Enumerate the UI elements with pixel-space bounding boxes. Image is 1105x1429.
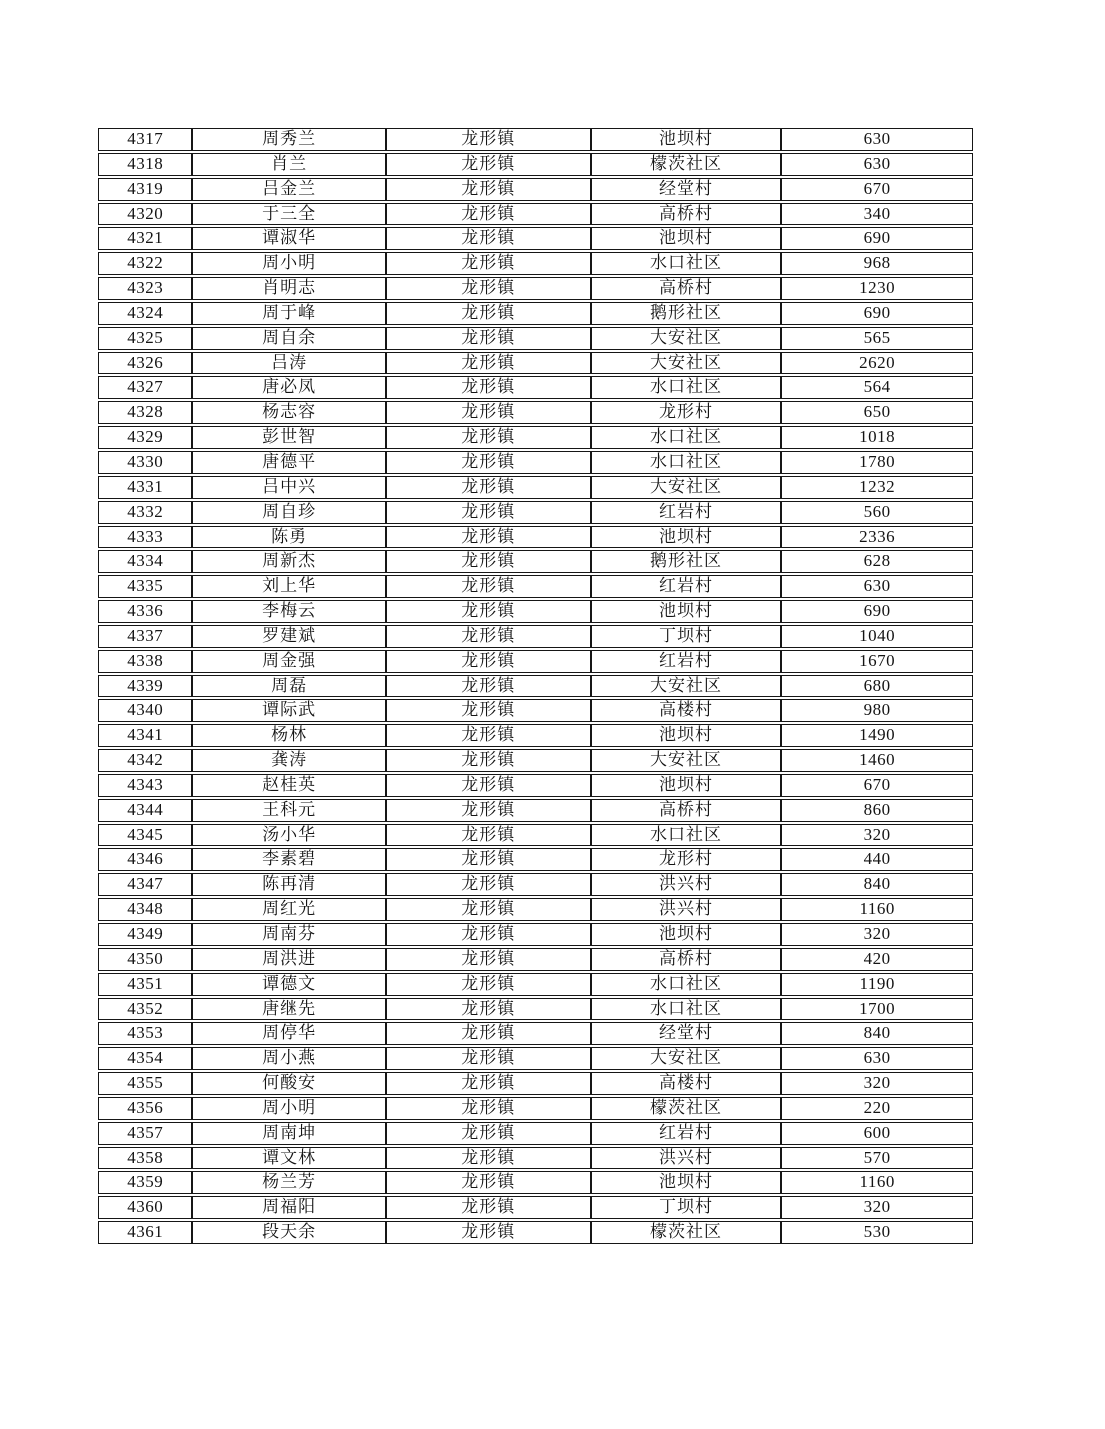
cell-village: 丁坝村 xyxy=(591,1196,782,1219)
cell-serial-number: 4340 xyxy=(98,699,192,722)
table-row xyxy=(98,675,973,698)
cell-serial-number: 4357 xyxy=(98,1122,192,1145)
table-row xyxy=(98,203,973,226)
table-row xyxy=(98,476,973,499)
cell-person-name: 杨志容 xyxy=(192,401,385,424)
cell-serial-number: 4349 xyxy=(98,923,192,946)
cell-person-name: 吕金兰 xyxy=(192,178,385,201)
cell-town: 龙形镇 xyxy=(386,824,591,847)
cell-town: 龙形镇 xyxy=(386,699,591,722)
cell-serial-number: 4346 xyxy=(98,848,192,871)
cell-village: 大安社区 xyxy=(591,749,782,772)
cell-town: 龙形镇 xyxy=(386,1196,591,1219)
table-row xyxy=(98,799,973,822)
cell-village: 檬茨社区 xyxy=(591,1097,782,1120)
table-row xyxy=(98,1147,973,1170)
cell-person-name: 肖明志 xyxy=(192,277,385,300)
cell-person-name: 周自余 xyxy=(192,327,385,350)
cell-amount: 630 xyxy=(781,1047,973,1070)
cell-serial-number: 4333 xyxy=(98,526,192,549)
cell-amount: 570 xyxy=(781,1147,973,1170)
cell-person-name: 周秀兰 xyxy=(192,128,385,151)
table-row xyxy=(98,1221,973,1244)
cell-serial-number: 4360 xyxy=(98,1196,192,1219)
table-row xyxy=(98,1171,973,1194)
cell-village: 鹅形社区 xyxy=(591,302,782,325)
cell-person-name: 周小明 xyxy=(192,1097,385,1120)
cell-person-name: 杨兰芳 xyxy=(192,1171,385,1194)
cell-village: 池坝村 xyxy=(591,526,782,549)
table-row xyxy=(98,1047,973,1070)
cell-village: 红岩村 xyxy=(591,501,782,524)
cell-serial-number: 4331 xyxy=(98,476,192,499)
cell-town: 龙形镇 xyxy=(386,724,591,747)
cell-town: 龙形镇 xyxy=(386,401,591,424)
cell-amount: 840 xyxy=(781,1022,973,1045)
cell-serial-number: 4323 xyxy=(98,277,192,300)
cell-serial-number: 4320 xyxy=(98,203,192,226)
cell-amount: 690 xyxy=(781,600,973,623)
cell-amount: 320 xyxy=(781,1196,973,1219)
table-row xyxy=(98,699,973,722)
table-row xyxy=(98,898,973,921)
table-row xyxy=(98,848,973,871)
cell-serial-number: 4359 xyxy=(98,1171,192,1194)
cell-town: 龙形镇 xyxy=(386,873,591,896)
cell-serial-number: 4335 xyxy=(98,575,192,598)
table-row xyxy=(98,774,973,797)
cell-town: 龙形镇 xyxy=(386,1122,591,1145)
table-row xyxy=(98,625,973,648)
cell-amount: 1040 xyxy=(781,625,973,648)
cell-serial-number: 4339 xyxy=(98,675,192,698)
table-row xyxy=(98,376,973,399)
cell-amount: 1460 xyxy=(781,749,973,772)
cell-village: 水口社区 xyxy=(591,451,782,474)
cell-village: 洪兴村 xyxy=(591,898,782,921)
cell-person-name: 李素碧 xyxy=(192,848,385,871)
table-row xyxy=(98,302,973,325)
cell-town: 龙形镇 xyxy=(386,550,591,573)
cell-serial-number: 4318 xyxy=(98,153,192,176)
cell-person-name: 彭世智 xyxy=(192,426,385,449)
cell-serial-number: 4325 xyxy=(98,327,192,350)
cell-amount: 680 xyxy=(781,675,973,698)
cell-village: 水口社区 xyxy=(591,376,782,399)
cell-village: 丁坝村 xyxy=(591,625,782,648)
cell-amount: 220 xyxy=(781,1097,973,1120)
cell-village: 红岩村 xyxy=(591,1122,782,1145)
cell-town: 龙形镇 xyxy=(386,1147,591,1170)
cell-amount: 320 xyxy=(781,923,973,946)
cell-person-name: 赵桂英 xyxy=(192,774,385,797)
cell-amount: 670 xyxy=(781,178,973,201)
cell-town: 龙形镇 xyxy=(386,451,591,474)
cell-amount: 1670 xyxy=(781,650,973,673)
cell-town: 龙形镇 xyxy=(386,426,591,449)
cell-village: 高楼村 xyxy=(591,1072,782,1095)
cell-town: 龙形镇 xyxy=(386,650,591,673)
cell-amount: 2620 xyxy=(781,352,973,375)
cell-amount: 2336 xyxy=(781,526,973,549)
cell-person-name: 龚涛 xyxy=(192,749,385,772)
table-body xyxy=(98,128,973,1244)
cell-town: 龙形镇 xyxy=(386,600,591,623)
cell-amount: 980 xyxy=(781,699,973,722)
cell-person-name: 周福阳 xyxy=(192,1196,385,1219)
cell-person-name: 谭文林 xyxy=(192,1147,385,1170)
cell-town: 龙形镇 xyxy=(386,327,591,350)
cell-village: 高桥村 xyxy=(591,948,782,971)
cell-person-name: 周于峰 xyxy=(192,302,385,325)
cell-town: 龙形镇 xyxy=(386,675,591,698)
cell-village: 池坝村 xyxy=(591,128,782,151)
cell-serial-number: 4334 xyxy=(98,550,192,573)
cell-amount: 1160 xyxy=(781,898,973,921)
table-row xyxy=(98,128,973,151)
cell-town: 龙形镇 xyxy=(386,501,591,524)
cell-serial-number: 4352 xyxy=(98,998,192,1021)
cell-village: 洪兴村 xyxy=(591,873,782,896)
cell-village: 高桥村 xyxy=(591,203,782,226)
cell-village: 高桥村 xyxy=(591,277,782,300)
cell-serial-number: 4327 xyxy=(98,376,192,399)
cell-person-name: 陈勇 xyxy=(192,526,385,549)
cell-person-name: 吕涛 xyxy=(192,352,385,375)
cell-town: 龙形镇 xyxy=(386,227,591,250)
cell-serial-number: 4344 xyxy=(98,799,192,822)
cell-amount: 1232 xyxy=(781,476,973,499)
cell-town: 龙形镇 xyxy=(386,799,591,822)
cell-amount: 630 xyxy=(781,153,973,176)
cell-amount: 1018 xyxy=(781,426,973,449)
cell-amount: 1190 xyxy=(781,973,973,996)
cell-amount: 630 xyxy=(781,575,973,598)
cell-town: 龙形镇 xyxy=(386,153,591,176)
cell-village: 水口社区 xyxy=(591,426,782,449)
cell-amount: 690 xyxy=(781,302,973,325)
cell-person-name: 何酸安 xyxy=(192,1072,385,1095)
table-row xyxy=(98,451,973,474)
cell-village: 大安社区 xyxy=(591,675,782,698)
cell-person-name: 周自珍 xyxy=(192,501,385,524)
cell-town: 龙形镇 xyxy=(386,352,591,375)
cell-serial-number: 4328 xyxy=(98,401,192,424)
cell-serial-number: 4317 xyxy=(98,128,192,151)
table-row xyxy=(98,873,973,896)
cell-village: 龙形村 xyxy=(591,848,782,871)
cell-person-name: 周新杰 xyxy=(192,550,385,573)
table-row xyxy=(98,1196,973,1219)
cell-serial-number: 4319 xyxy=(98,178,192,201)
cell-serial-number: 4361 xyxy=(98,1221,192,1244)
table-row xyxy=(98,1072,973,1095)
table-row xyxy=(98,1122,973,1145)
cell-amount: 690 xyxy=(781,227,973,250)
cell-village: 池坝村 xyxy=(591,774,782,797)
table-row xyxy=(98,153,973,176)
table-row xyxy=(98,1097,973,1120)
cell-town: 龙形镇 xyxy=(386,1047,591,1070)
cell-town: 龙形镇 xyxy=(386,923,591,946)
table-row xyxy=(98,923,973,946)
cell-person-name: 谭德文 xyxy=(192,973,385,996)
cell-village: 池坝村 xyxy=(591,923,782,946)
cell-serial-number: 4355 xyxy=(98,1072,192,1095)
cell-serial-number: 4332 xyxy=(98,501,192,524)
cell-amount: 630 xyxy=(781,128,973,151)
table-row xyxy=(98,178,973,201)
cell-person-name: 段天余 xyxy=(192,1221,385,1244)
cell-village: 龙形村 xyxy=(591,401,782,424)
cell-town: 龙形镇 xyxy=(386,1022,591,1045)
cell-person-name: 罗建斌 xyxy=(192,625,385,648)
cell-village: 红岩村 xyxy=(591,650,782,673)
cell-person-name: 于三全 xyxy=(192,203,385,226)
cell-serial-number: 4347 xyxy=(98,873,192,896)
cell-town: 龙形镇 xyxy=(386,128,591,151)
cell-serial-number: 4356 xyxy=(98,1097,192,1120)
table-row xyxy=(98,227,973,250)
cell-serial-number: 4329 xyxy=(98,426,192,449)
cell-amount: 530 xyxy=(781,1221,973,1244)
cell-person-name: 陈再清 xyxy=(192,873,385,896)
cell-serial-number: 4354 xyxy=(98,1047,192,1070)
table-row xyxy=(98,575,973,598)
table-row xyxy=(98,724,973,747)
table-row xyxy=(98,948,973,971)
cell-town: 龙形镇 xyxy=(386,774,591,797)
cell-town: 龙形镇 xyxy=(386,998,591,1021)
cell-village: 大安社区 xyxy=(591,1047,782,1070)
cell-person-name: 周南芬 xyxy=(192,923,385,946)
cell-village: 水口社区 xyxy=(591,973,782,996)
cell-person-name: 李梅云 xyxy=(192,600,385,623)
cell-amount: 1230 xyxy=(781,277,973,300)
cell-village: 檬茨社区 xyxy=(591,1221,782,1244)
cell-village: 池坝村 xyxy=(591,1171,782,1194)
cell-town: 龙形镇 xyxy=(386,203,591,226)
cell-serial-number: 4338 xyxy=(98,650,192,673)
table-row xyxy=(98,1022,973,1045)
table-row xyxy=(98,277,973,300)
cell-person-name: 周小明 xyxy=(192,252,385,275)
cell-town: 龙形镇 xyxy=(386,625,591,648)
cell-amount: 320 xyxy=(781,824,973,847)
table-row xyxy=(98,749,973,772)
table-row xyxy=(98,401,973,424)
cell-person-name: 周小燕 xyxy=(192,1047,385,1070)
cell-serial-number: 4353 xyxy=(98,1022,192,1045)
cell-town: 龙形镇 xyxy=(386,252,591,275)
cell-village: 经堂村 xyxy=(591,1022,782,1045)
cell-amount: 650 xyxy=(781,401,973,424)
cell-amount: 565 xyxy=(781,327,973,350)
cell-amount: 1160 xyxy=(781,1171,973,1194)
table-row xyxy=(98,824,973,847)
cell-village: 大安社区 xyxy=(591,476,782,499)
cell-person-name: 唐必凤 xyxy=(192,376,385,399)
cell-serial-number: 4345 xyxy=(98,824,192,847)
cell-town: 龙形镇 xyxy=(386,1072,591,1095)
cell-town: 龙形镇 xyxy=(386,948,591,971)
roster-table xyxy=(98,126,973,1246)
cell-amount: 860 xyxy=(781,799,973,822)
cell-town: 龙形镇 xyxy=(386,277,591,300)
cell-town: 龙形镇 xyxy=(386,749,591,772)
cell-amount: 564 xyxy=(781,376,973,399)
cell-town: 龙形镇 xyxy=(386,302,591,325)
cell-person-name: 周红光 xyxy=(192,898,385,921)
cell-person-name: 周洪进 xyxy=(192,948,385,971)
cell-person-name: 刘上华 xyxy=(192,575,385,598)
cell-village: 鹅形社区 xyxy=(591,550,782,573)
cell-amount: 840 xyxy=(781,873,973,896)
cell-town: 龙形镇 xyxy=(386,575,591,598)
cell-town: 龙形镇 xyxy=(386,526,591,549)
cell-town: 龙形镇 xyxy=(386,973,591,996)
cell-serial-number: 4342 xyxy=(98,749,192,772)
cell-serial-number: 4350 xyxy=(98,948,192,971)
cell-village: 池坝村 xyxy=(591,724,782,747)
cell-serial-number: 4341 xyxy=(98,724,192,747)
table-row xyxy=(98,650,973,673)
cell-village: 红岩村 xyxy=(591,575,782,598)
cell-person-name: 唐继先 xyxy=(192,998,385,1021)
cell-person-name: 周南坤 xyxy=(192,1122,385,1145)
cell-person-name: 周金强 xyxy=(192,650,385,673)
cell-serial-number: 4324 xyxy=(98,302,192,325)
cell-amount: 1490 xyxy=(781,724,973,747)
cell-serial-number: 4348 xyxy=(98,898,192,921)
cell-village: 高桥村 xyxy=(591,799,782,822)
cell-town: 龙形镇 xyxy=(386,898,591,921)
cell-serial-number: 4322 xyxy=(98,252,192,275)
table-row xyxy=(98,526,973,549)
cell-serial-number: 4337 xyxy=(98,625,192,648)
cell-amount: 600 xyxy=(781,1122,973,1145)
cell-amount: 1700 xyxy=(781,998,973,1021)
cell-person-name: 周停华 xyxy=(192,1022,385,1045)
table-row xyxy=(98,501,973,524)
cell-amount: 440 xyxy=(781,848,973,871)
cell-village: 池坝村 xyxy=(591,600,782,623)
cell-amount: 320 xyxy=(781,1072,973,1095)
cell-amount: 628 xyxy=(781,550,973,573)
cell-serial-number: 4351 xyxy=(98,973,192,996)
table-row xyxy=(98,600,973,623)
cell-person-name: 吕中兴 xyxy=(192,476,385,499)
cell-amount: 968 xyxy=(781,252,973,275)
cell-town: 龙形镇 xyxy=(386,178,591,201)
table-row xyxy=(98,426,973,449)
cell-town: 龙形镇 xyxy=(386,1221,591,1244)
cell-town: 龙形镇 xyxy=(386,376,591,399)
table-row xyxy=(98,973,973,996)
cell-village: 经堂村 xyxy=(591,178,782,201)
cell-person-name: 杨林 xyxy=(192,724,385,747)
cell-amount: 420 xyxy=(781,948,973,971)
cell-village: 水口社区 xyxy=(591,252,782,275)
cell-serial-number: 4343 xyxy=(98,774,192,797)
cell-town: 龙形镇 xyxy=(386,848,591,871)
cell-village: 大安社区 xyxy=(591,327,782,350)
cell-town: 龙形镇 xyxy=(386,476,591,499)
cell-person-name: 王科元 xyxy=(192,799,385,822)
cell-town: 龙形镇 xyxy=(386,1097,591,1120)
cell-person-name: 谭际武 xyxy=(192,699,385,722)
cell-person-name: 唐德平 xyxy=(192,451,385,474)
cell-serial-number: 4326 xyxy=(98,352,192,375)
cell-serial-number: 4321 xyxy=(98,227,192,250)
cell-serial-number: 4330 xyxy=(98,451,192,474)
cell-amount: 340 xyxy=(781,203,973,226)
table-row xyxy=(98,550,973,573)
cell-amount: 670 xyxy=(781,774,973,797)
cell-person-name: 谭淑华 xyxy=(192,227,385,250)
table-row xyxy=(98,998,973,1021)
table-row xyxy=(98,352,973,375)
cell-amount: 560 xyxy=(781,501,973,524)
cell-person-name: 周磊 xyxy=(192,675,385,698)
cell-village: 高楼村 xyxy=(591,699,782,722)
cell-village: 水口社区 xyxy=(591,824,782,847)
table-row xyxy=(98,327,973,350)
table-row xyxy=(98,252,973,275)
cell-village: 水口社区 xyxy=(591,998,782,1021)
cell-person-name: 汤小华 xyxy=(192,824,385,847)
cell-village: 大安社区 xyxy=(591,352,782,375)
cell-town: 龙形镇 xyxy=(386,1171,591,1194)
cell-amount: 1780 xyxy=(781,451,973,474)
cell-person-name: 肖兰 xyxy=(192,153,385,176)
cell-village: 洪兴村 xyxy=(591,1147,782,1170)
cell-village: 池坝村 xyxy=(591,227,782,250)
cell-village: 檬茨社区 xyxy=(591,153,782,176)
cell-serial-number: 4358 xyxy=(98,1147,192,1170)
cell-serial-number: 4336 xyxy=(98,600,192,623)
